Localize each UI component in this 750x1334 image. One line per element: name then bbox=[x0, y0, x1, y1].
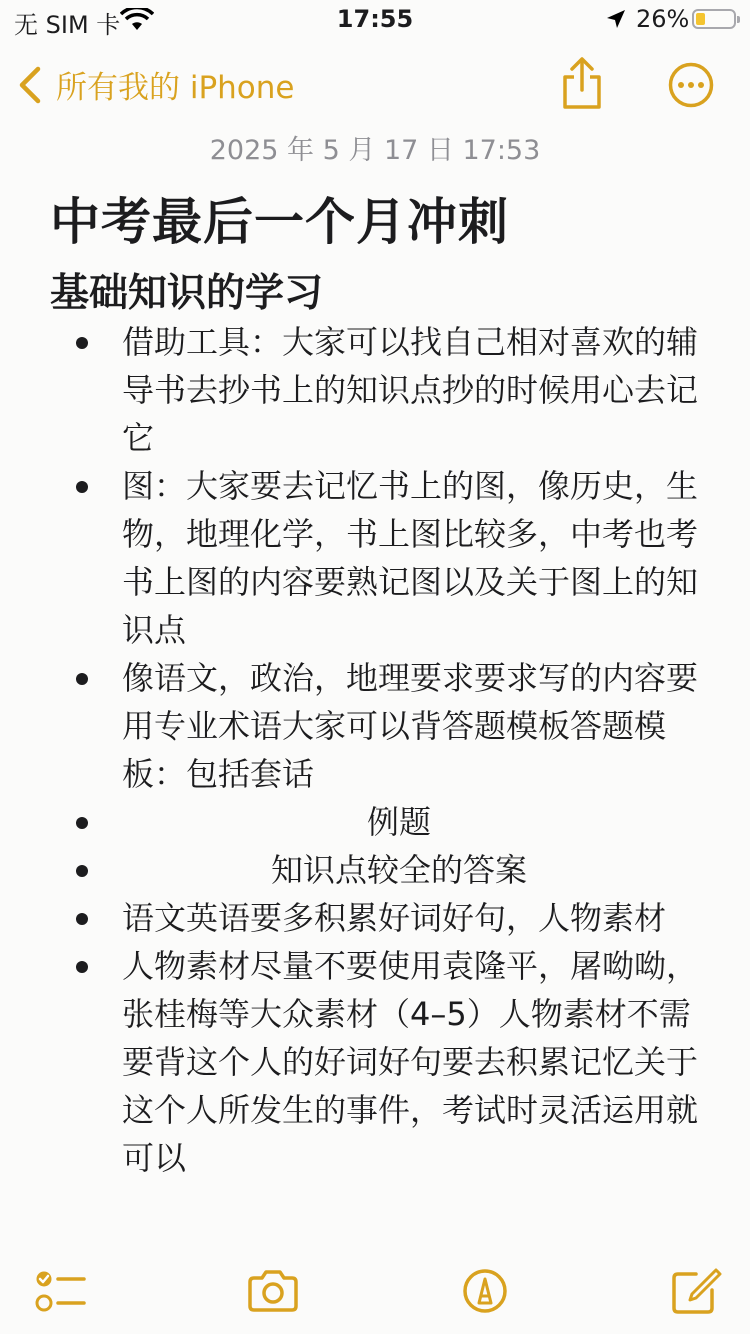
list-item[interactable]: 知识点较全的答案 bbox=[0, 846, 750, 894]
share-icon bbox=[560, 56, 604, 110]
bullet-dot bbox=[76, 673, 88, 685]
list-item[interactable]: 语文英语要多积累好词好句，人物素材 bbox=[0, 894, 750, 942]
markup-pen-icon bbox=[458, 1268, 512, 1314]
markup-button[interactable] bbox=[458, 1268, 512, 1314]
compose-button[interactable] bbox=[670, 1268, 724, 1314]
bottom-toolbar bbox=[0, 1244, 750, 1334]
bullet-dot bbox=[76, 817, 88, 829]
list-item[interactable]: 借助工具：大家可以找自己相对喜欢的辅导书去抄书上的知识点抄的时候用心去记它 bbox=[0, 318, 750, 462]
status-bar bbox=[0, 0, 750, 40]
bullet-dot bbox=[76, 913, 88, 925]
location-arrow-icon bbox=[605, 8, 627, 30]
clock: 17:55 bbox=[336, 5, 414, 33]
ellipsis-circle-icon bbox=[668, 62, 714, 108]
note-heading[interactable]: 基础知识的学习 bbox=[50, 271, 324, 316]
bullet-dot bbox=[76, 481, 88, 493]
back-label: 所有我的 iPhone bbox=[56, 70, 295, 106]
list-item[interactable]: 图：大家要去记忆书上的图，像历史，生物，地理化学，书上图比较多，中考也考书上图的内容要熟记图以及关于图上的知识点 bbox=[0, 462, 750, 654]
battery-fill bbox=[696, 13, 705, 25]
checklist-icon bbox=[34, 1268, 88, 1314]
battery-percent: 26% bbox=[636, 5, 690, 33]
chevron-left-icon bbox=[16, 65, 42, 105]
battery-icon bbox=[692, 9, 736, 29]
share-button[interactable] bbox=[560, 56, 604, 110]
camera-button[interactable] bbox=[246, 1268, 300, 1314]
note-date: 2025 年 5 月 17 日 17:53 bbox=[209, 135, 541, 166]
compose-icon bbox=[670, 1268, 724, 1314]
checklist-button[interactable] bbox=[34, 1268, 88, 1314]
camera-icon bbox=[246, 1268, 300, 1314]
carrier-label: 无 SIM 卡 bbox=[14, 11, 121, 39]
note-title[interactable]: 中考最后一个月冲刺 bbox=[50, 193, 509, 251]
back-button[interactable] bbox=[16, 62, 295, 107]
bullet-dot bbox=[76, 865, 88, 877]
bullet-dot bbox=[76, 337, 88, 349]
list-item[interactable]: 像语文，政治，地理要求要求写的内容要用专业术语大家可以背答题模板答题模板：包括套话 bbox=[0, 654, 750, 798]
list-item[interactable]: 例题 bbox=[0, 798, 750, 846]
bullet-list bbox=[0, 318, 750, 1182]
list-item[interactable]: 人物素材尽量不要使用袁隆平，屠呦呦，张桂梅等大众素材（4–5）人物素材不需要背这个人的好词好句要去积累记忆关于这个人所发生的事件，考试时灵活运用就可以 bbox=[0, 942, 750, 1182]
more-options-button[interactable] bbox=[668, 62, 714, 108]
navigation-bar bbox=[0, 50, 750, 120]
bullet-dot bbox=[76, 961, 88, 973]
